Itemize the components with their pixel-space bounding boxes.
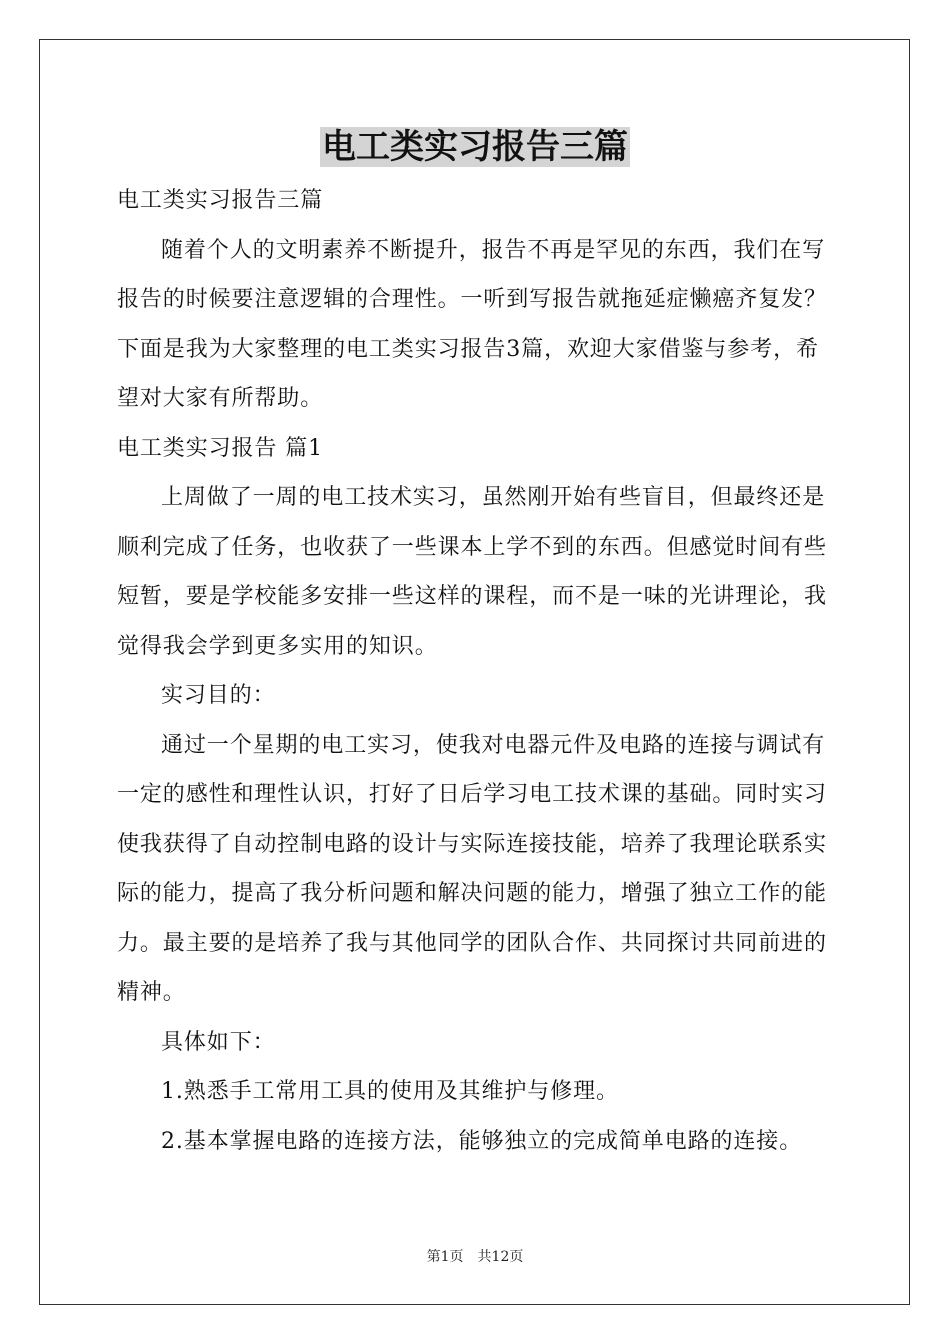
page-number: 第1页 [426,1249,464,1265]
list-item-2: 2.基本掌握电路的连接方法，能够独立的完成简单电路的连接。 [161,1128,803,1154]
purpose-paragraph: 通过一个星期的电工实习，使我对电器元件及电路的连接与调试有一定的感性和理性认识，打好了日后学习电工技术课的基础。同时实习使我获得了自动控制电路的设计与实际连接技能，培养了我理论联系实际的能力，提高了我分析问题和解决问题的能力，增强了独立工作的能力。最主要的是培养了我与其他同学的团队合作、共同探讨共同前进的精神。 [117,732,827,1005]
document-title [0,122,950,172]
intro-paragraph: 随着个人的文明素养不断提升，报告不再是罕见的东西，我们在写报告的时候要注意逻辑的合理性。一听到写报告就拖延症懒癌齐复发？下面是我为大家整理的电工类实习报告3篇，欢迎大家借鉴与参考，希望对大家有所帮助。 [117,237,827,411]
list-item-1: 1.熟悉手工常用工具的使用及其维护与修理。 [161,1079,619,1104]
document-title-text: 电工类实习报告三篇 [322,127,628,167]
document-subtitle: 电工类实习报告三篇 [117,188,324,213]
section-heading: 电工类实习报告 篇1 [117,435,323,461]
document-body [117,176,835,1166]
page-footer [0,1246,950,1266]
details-label: 具体如下： [161,1029,276,1055]
page-total: 共12页 [477,1249,524,1265]
paragraph-1: 上周做了一周的电工技术实习，虽然刚开始有些盲目，但最终还是顺利完成了任务，也收获了一些课本上学不到的东西。但感觉时间有些短暂，要是学校能多安排一些这样的课程，而不是一味的光讲理论，我觉得我会学到更多实用的知识。 [117,485,827,659]
purpose-label: 实习目的： [161,683,276,708]
